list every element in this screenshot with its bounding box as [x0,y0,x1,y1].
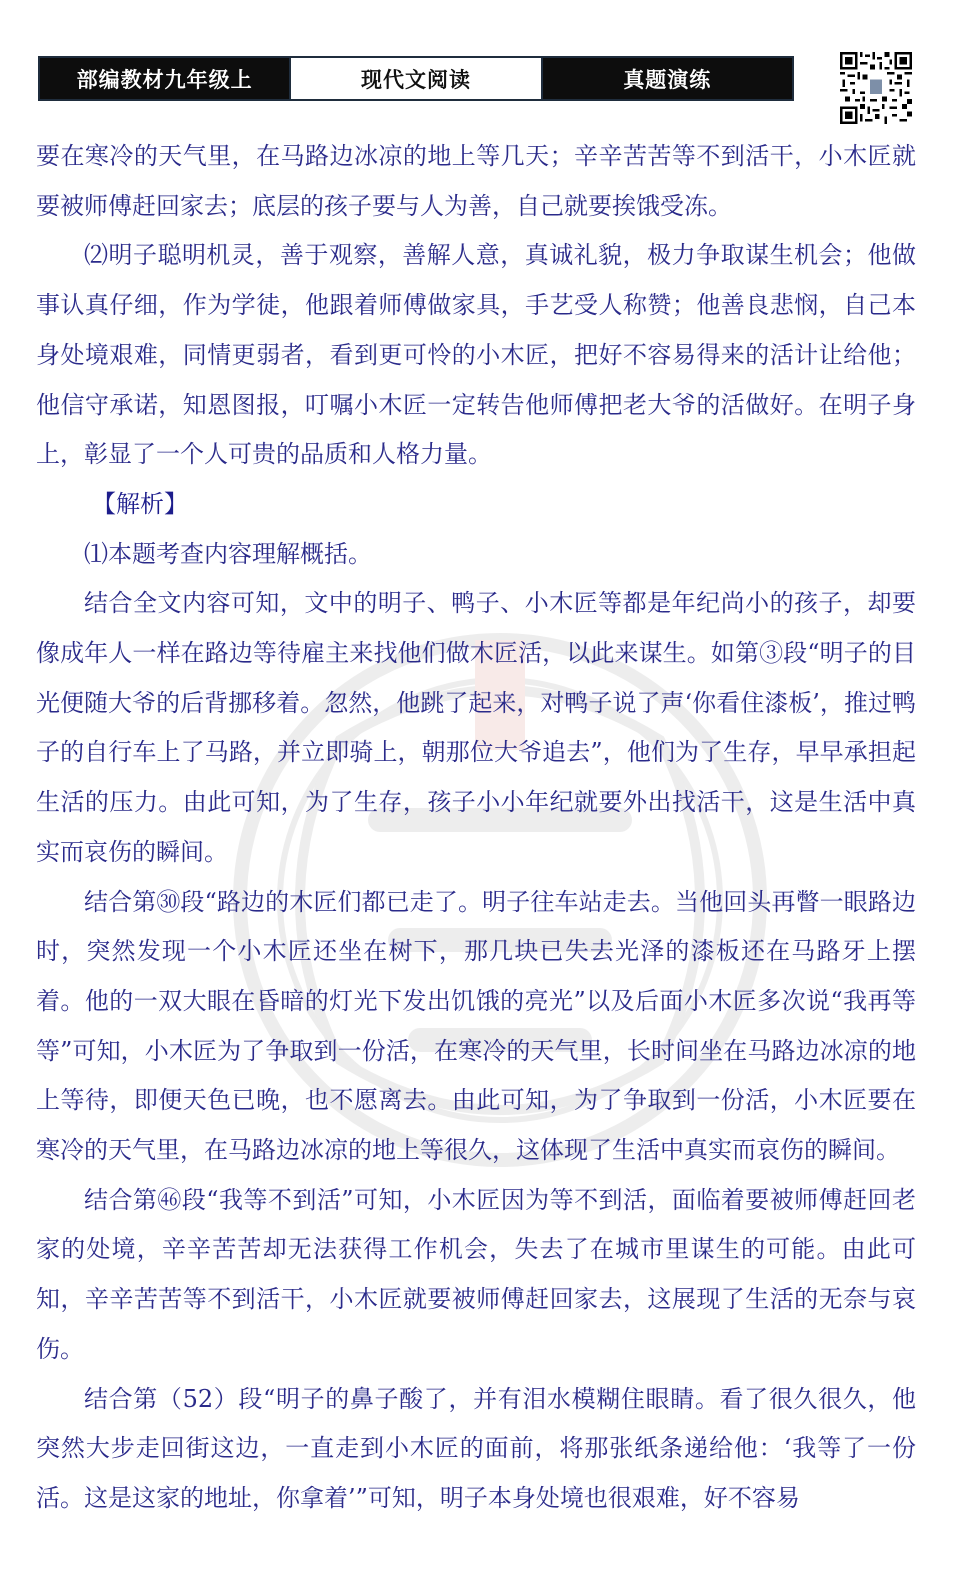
answer-part2: ⑵明子聪明机灵，善于观察，善解人意，真诚礼貌，极力争取谋生机会；他做事认真仔细，作为学徒，他跟着师傅做家具，手艺受人称赞；他善良悲悯，自己本身处境艰难，同情更弱者，看到更可怜的小木匠，把好不容易得来的活计让给他；他信守承诺，知恩图报，叮嘱小木匠一定转告他师傅把老大爷的活做好。在明子身上，彰显了一个人可贵的品质和人格力量。 [36,241,916,469]
analysis-paragraph: 结合全文内容可知，文中的明子、鸭子、小木匠等都是年纪尚小的孩子，却要像成年人一样在路边等待雇主来找他们做木匠活，以此来谋生。如第③段“明子的目光便随大爷的后背挪移着。忽然，他跳了起来，对鸭子说了声‘你看住漆板’，推过鸭子的自行车上了马路，并立即骑上，朝那位大爷追去”，他们为了生存，早早承担起生活的压力。由此可知，为了生存，孩子小小年纪就要外出找活干，这是生活中真实而哀伤的瞬间。 [36,589,916,866]
analysis-paragraph: 结合第（52）段“明子的鼻子酸了，并有泪水模糊住眼睛。看了很久很久，他突然大步走回街这边，一直走到小木匠的面前，将那张纸条递给他：‘我等了一份活。这是这家的地址，你拿着’”可知，明子本身处境也很艰难，好不容易 [36,1384,916,1512]
header-bar [38,56,794,101]
analysis-paragraph: 结合第㉚段“路边的木匠们都已走了。明子往车站走去。当他回头再瞥一眼路边时，突然发现一个小木匠还坐在树下，那几块已失去光泽的漆板还在马路牙上摆着。他的一双大眼在昏暗的灯光下发出饥饿的亮光”以及后面小木匠多次说“我再等等”可知，小木匠为了争取到一份活，在寒冷的天气里，长时间坐在马路边冰凉的地上等待，即便天色已晚，也不愿离去。由此可知，为了争取到一份活，小木匠要在寒冷的天气里，在马路边冰凉的地上等很久，这体现了生活中真实而哀伤的瞬间。 [36,887,916,1165]
answer-part1-continuation: 要在寒冷的天气里，在马路边冰凉的地上等几天；辛辛苦苦等不到活干，小木匠就要被师傅赶回家去；底层的孩子要与人为善，自己就要挨饿受冻。 [36,142,916,220]
analysis-paragraph: 结合第㊻段“我等不到活”可知，小木匠因为等不到活，面临着要被师傅赶回老家的处境，辛辛苦苦却无法获得工作机会，失去了在城市里谋生的可能。由此可知，辛辛苦苦等不到活干，小木匠就要被师傅赶回家去，这展现了生活的无奈与哀伤。 [36,1185,916,1363]
header-section-label: 现代文阅读 [289,58,542,99]
header-practice-label: 真题演练 [543,58,792,99]
analysis-heading: 【解析】 [92,489,188,518]
qr-code-icon [840,52,912,124]
document-body [36,132,916,1524]
analysis-part1-intro: ⑴本题考查内容理解概括。 [84,539,372,568]
header-textbook-label: 部编教材九年级上 [40,58,289,99]
